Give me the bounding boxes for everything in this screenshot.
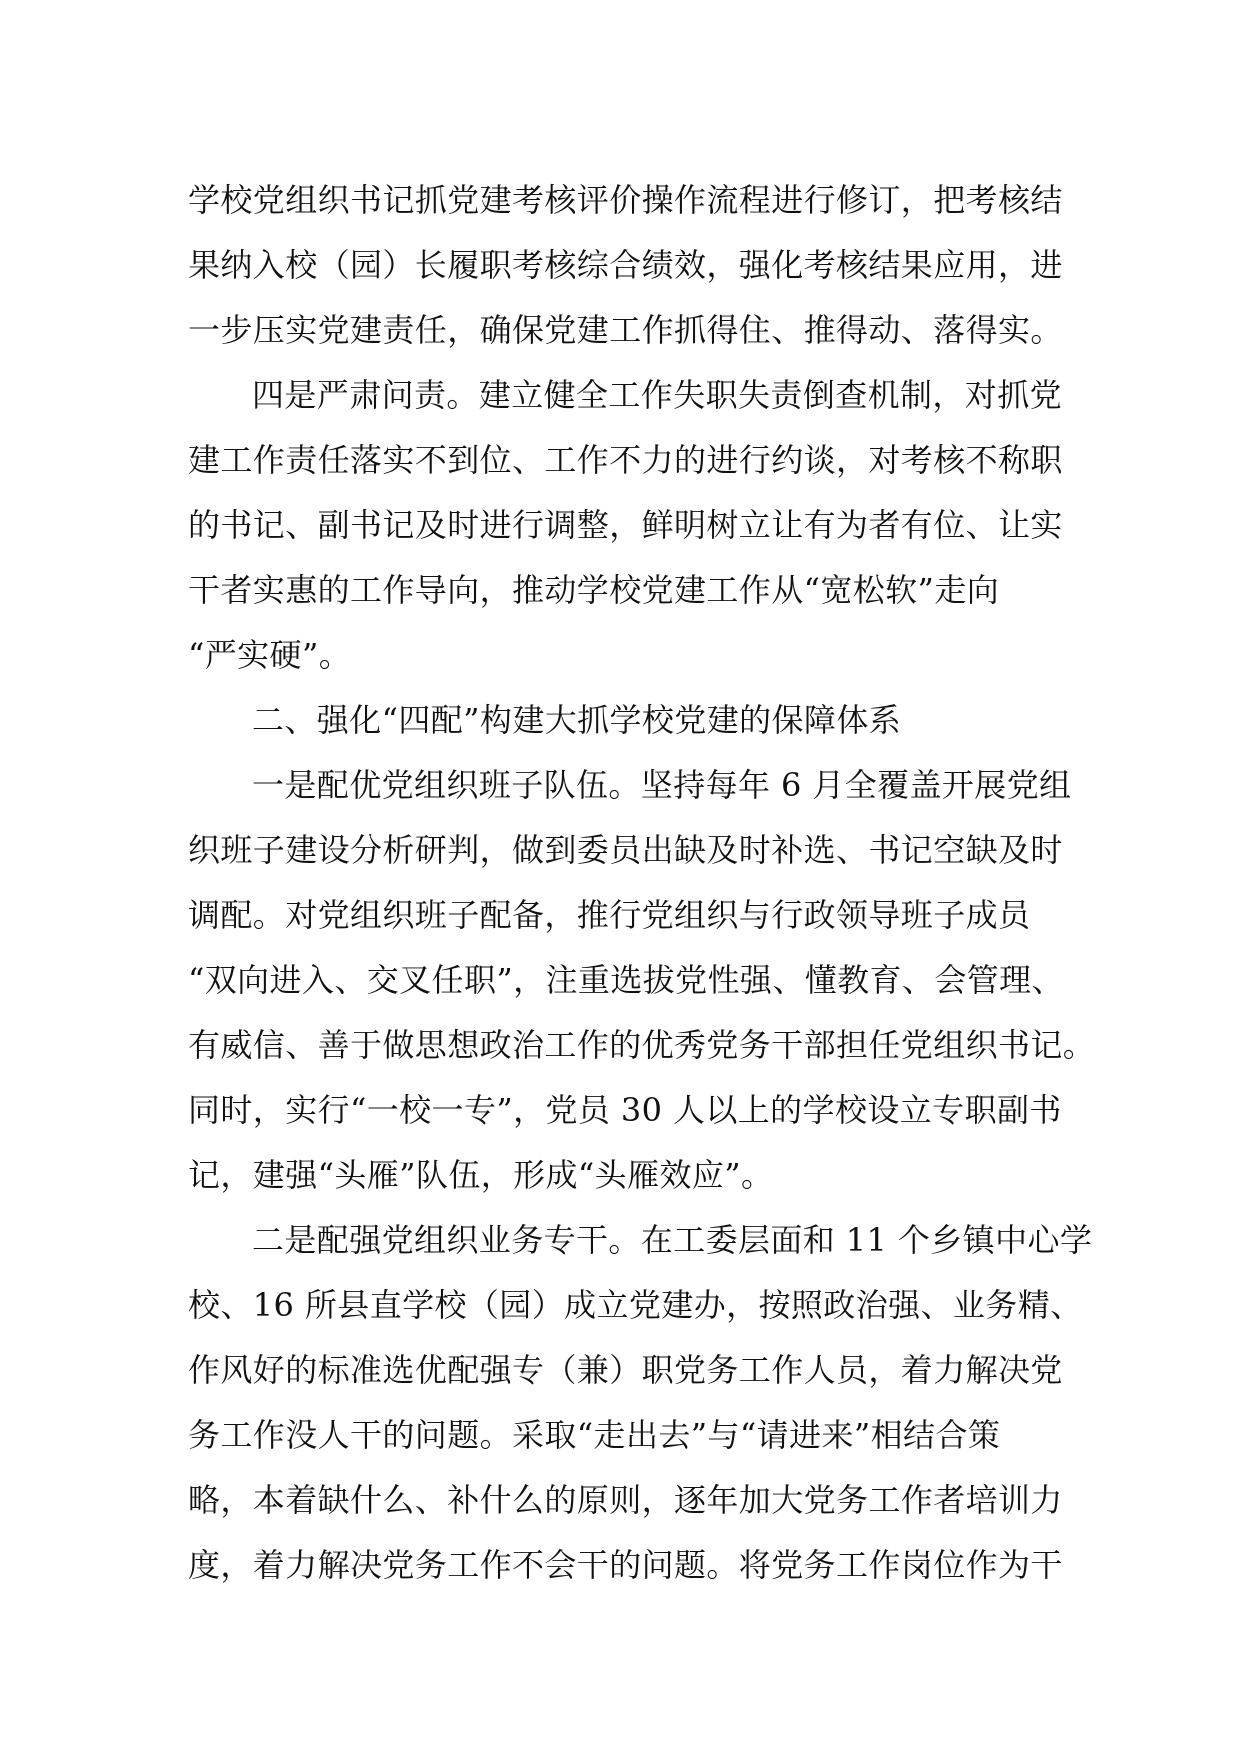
body-line: 果纳入校（园）长履职考核综合绩效，强化考核结果应用，进 — [188, 246, 1063, 284]
body-line: 有威信、善于做思想政治工作的优秀党务干部担任党组织书记。 — [188, 1026, 1096, 1064]
body-line: “严实硬”。 — [188, 636, 352, 674]
body-line: 务工作没人干的问题。采取“走出去”与“请进来”相结合策 — [188, 1416, 1001, 1454]
body-line: 的书记、副书记及时进行调整，鲜明树立让有为者有位、让实 — [188, 506, 1063, 544]
document-body — [188, 168, 1096, 1598]
body-line: 记，建强“头雁”队伍，形成“头雁效应”。 — [188, 1156, 774, 1194]
paragraph-start-line: 一是配优党组织班子队伍。坚持每年 6 月全覆盖开展党组 — [252, 766, 1072, 804]
body-line: 干者实惠的工作导向，推动学校党建工作从“宽松软”走向 — [188, 571, 1000, 609]
body-line: 校、16 所县直学校（园）成立党建办，按照政治强、业务精、 — [188, 1286, 1083, 1324]
body-line: 调配。对党组织班子配备，推行党组织与行政领导班子成员 — [188, 896, 1031, 934]
paragraph-start-line: 四是严肃问责。建立健全工作失职失责倒查机制，对抓党 — [252, 376, 1063, 414]
body-line: 同时，实行“一校一专”，党员 30 人以上的学校设立专职副书 — [188, 1091, 1062, 1129]
body-line: 建工作责任落实不到位、工作不力的进行约谈，对考核不称职 — [188, 441, 1063, 479]
body-line: 一步压实党建责任，确保党建工作抓得住、推得动、落得实。 — [188, 311, 1063, 349]
section-heading: 二、强化“四配”构建大抓学校党建的保障体系 — [252, 701, 902, 739]
body-line: “双向进入、交叉任职”，注重选拔党性强、懂教育、会管理、 — [188, 961, 1064, 999]
body-line: 学校党组织书记抓党建考核评价操作流程进行修订，把考核结 — [188, 181, 1063, 219]
body-line: 略，本着缺什么、补什么的原则，逐年加大党务工作者培训力 — [188, 1481, 1063, 1519]
paragraph-start-line: 二是配强党组织业务专干。在工委层面和 11 个乡镇中心学 — [252, 1221, 1093, 1259]
body-line: 度，着力解决党务工作不会干的问题。将党务工作岗位作为干 — [188, 1546, 1063, 1584]
body-line: 织班子建设分析研判，做到委员出缺及时补选、书记空缺及时 — [188, 831, 1063, 869]
body-line: 作风好的标准选优配强专（兼）职党务工作人员，着力解决党 — [188, 1351, 1063, 1389]
